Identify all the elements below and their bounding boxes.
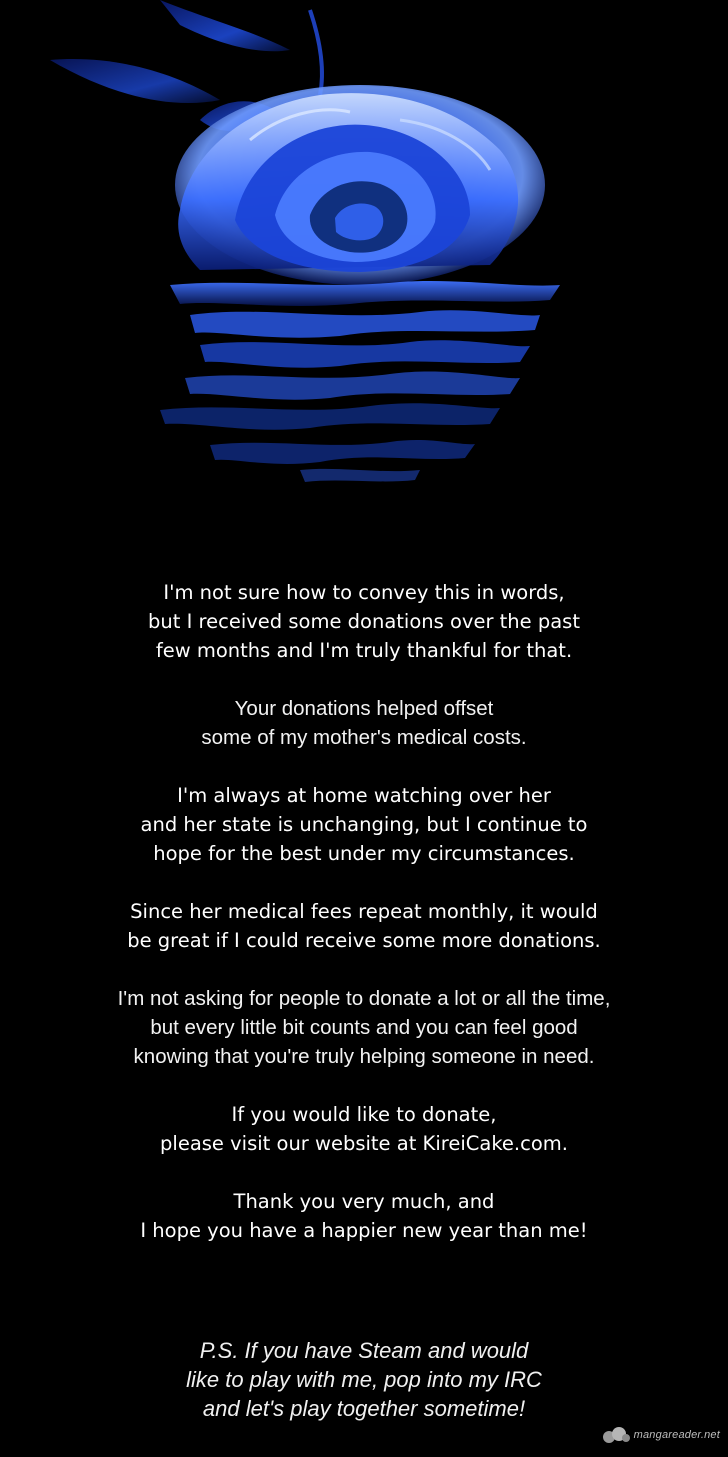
message-line: knowing that you're truly helping someone in need. xyxy=(133,1045,595,1068)
postscript-line: like to play with me, pop into my IRC xyxy=(186,1367,542,1392)
message-line: and her state is unchanging, but I continue to xyxy=(140,813,588,836)
message-line: Since her medical fees repeat monthly, it would xyxy=(130,900,598,923)
message-paragraph-2 xyxy=(0,694,728,752)
message-line: please visit our website at KireiCake.com. xyxy=(160,1132,568,1155)
watermark xyxy=(601,1425,720,1445)
message-line: few months and I'm truly thankful for that. xyxy=(155,639,573,662)
message-paragraph-6 xyxy=(0,1100,728,1158)
message-line: but every little bit counts and you can feel good xyxy=(150,1016,578,1039)
message-paragraph-7 xyxy=(0,1187,728,1245)
postscript-line: and let's play together sometime! xyxy=(202,1396,526,1421)
message-line: I'm not sure how to convey this in words, xyxy=(163,581,565,604)
message-paragraph-5 xyxy=(0,984,728,1071)
message-line: some of my mother's medical costs. xyxy=(201,726,527,749)
postscript-line: P.S. If you have Steam and would xyxy=(199,1338,529,1363)
message-line: I'm not asking for people to donate a lot or all the time, xyxy=(117,987,611,1010)
watermark-text: mangareader.net xyxy=(633,1429,720,1441)
blue-rose-reflection-icon xyxy=(20,0,580,500)
message-line: hope for the best under my circumstances. xyxy=(153,842,575,865)
message-line: be great if I could receive some more donations. xyxy=(127,929,601,952)
message-line: I'm always at home watching over her xyxy=(177,784,551,807)
postscript xyxy=(0,1336,728,1423)
message-line: but I received some donations over the past xyxy=(148,610,580,633)
message-line: Thank you very much, and xyxy=(233,1190,495,1213)
donation-message xyxy=(0,578,728,1274)
message-line: If you would like to donate, xyxy=(231,1103,497,1126)
message-line: I hope you have a happier new year than me! xyxy=(140,1219,588,1242)
message-paragraph-1 xyxy=(0,578,728,665)
message-paragraph-4 xyxy=(0,897,728,955)
mangareader-logo-icon xyxy=(601,1425,631,1445)
message-line: Your donations helped offset xyxy=(234,697,494,720)
message-paragraph-3 xyxy=(0,781,728,868)
